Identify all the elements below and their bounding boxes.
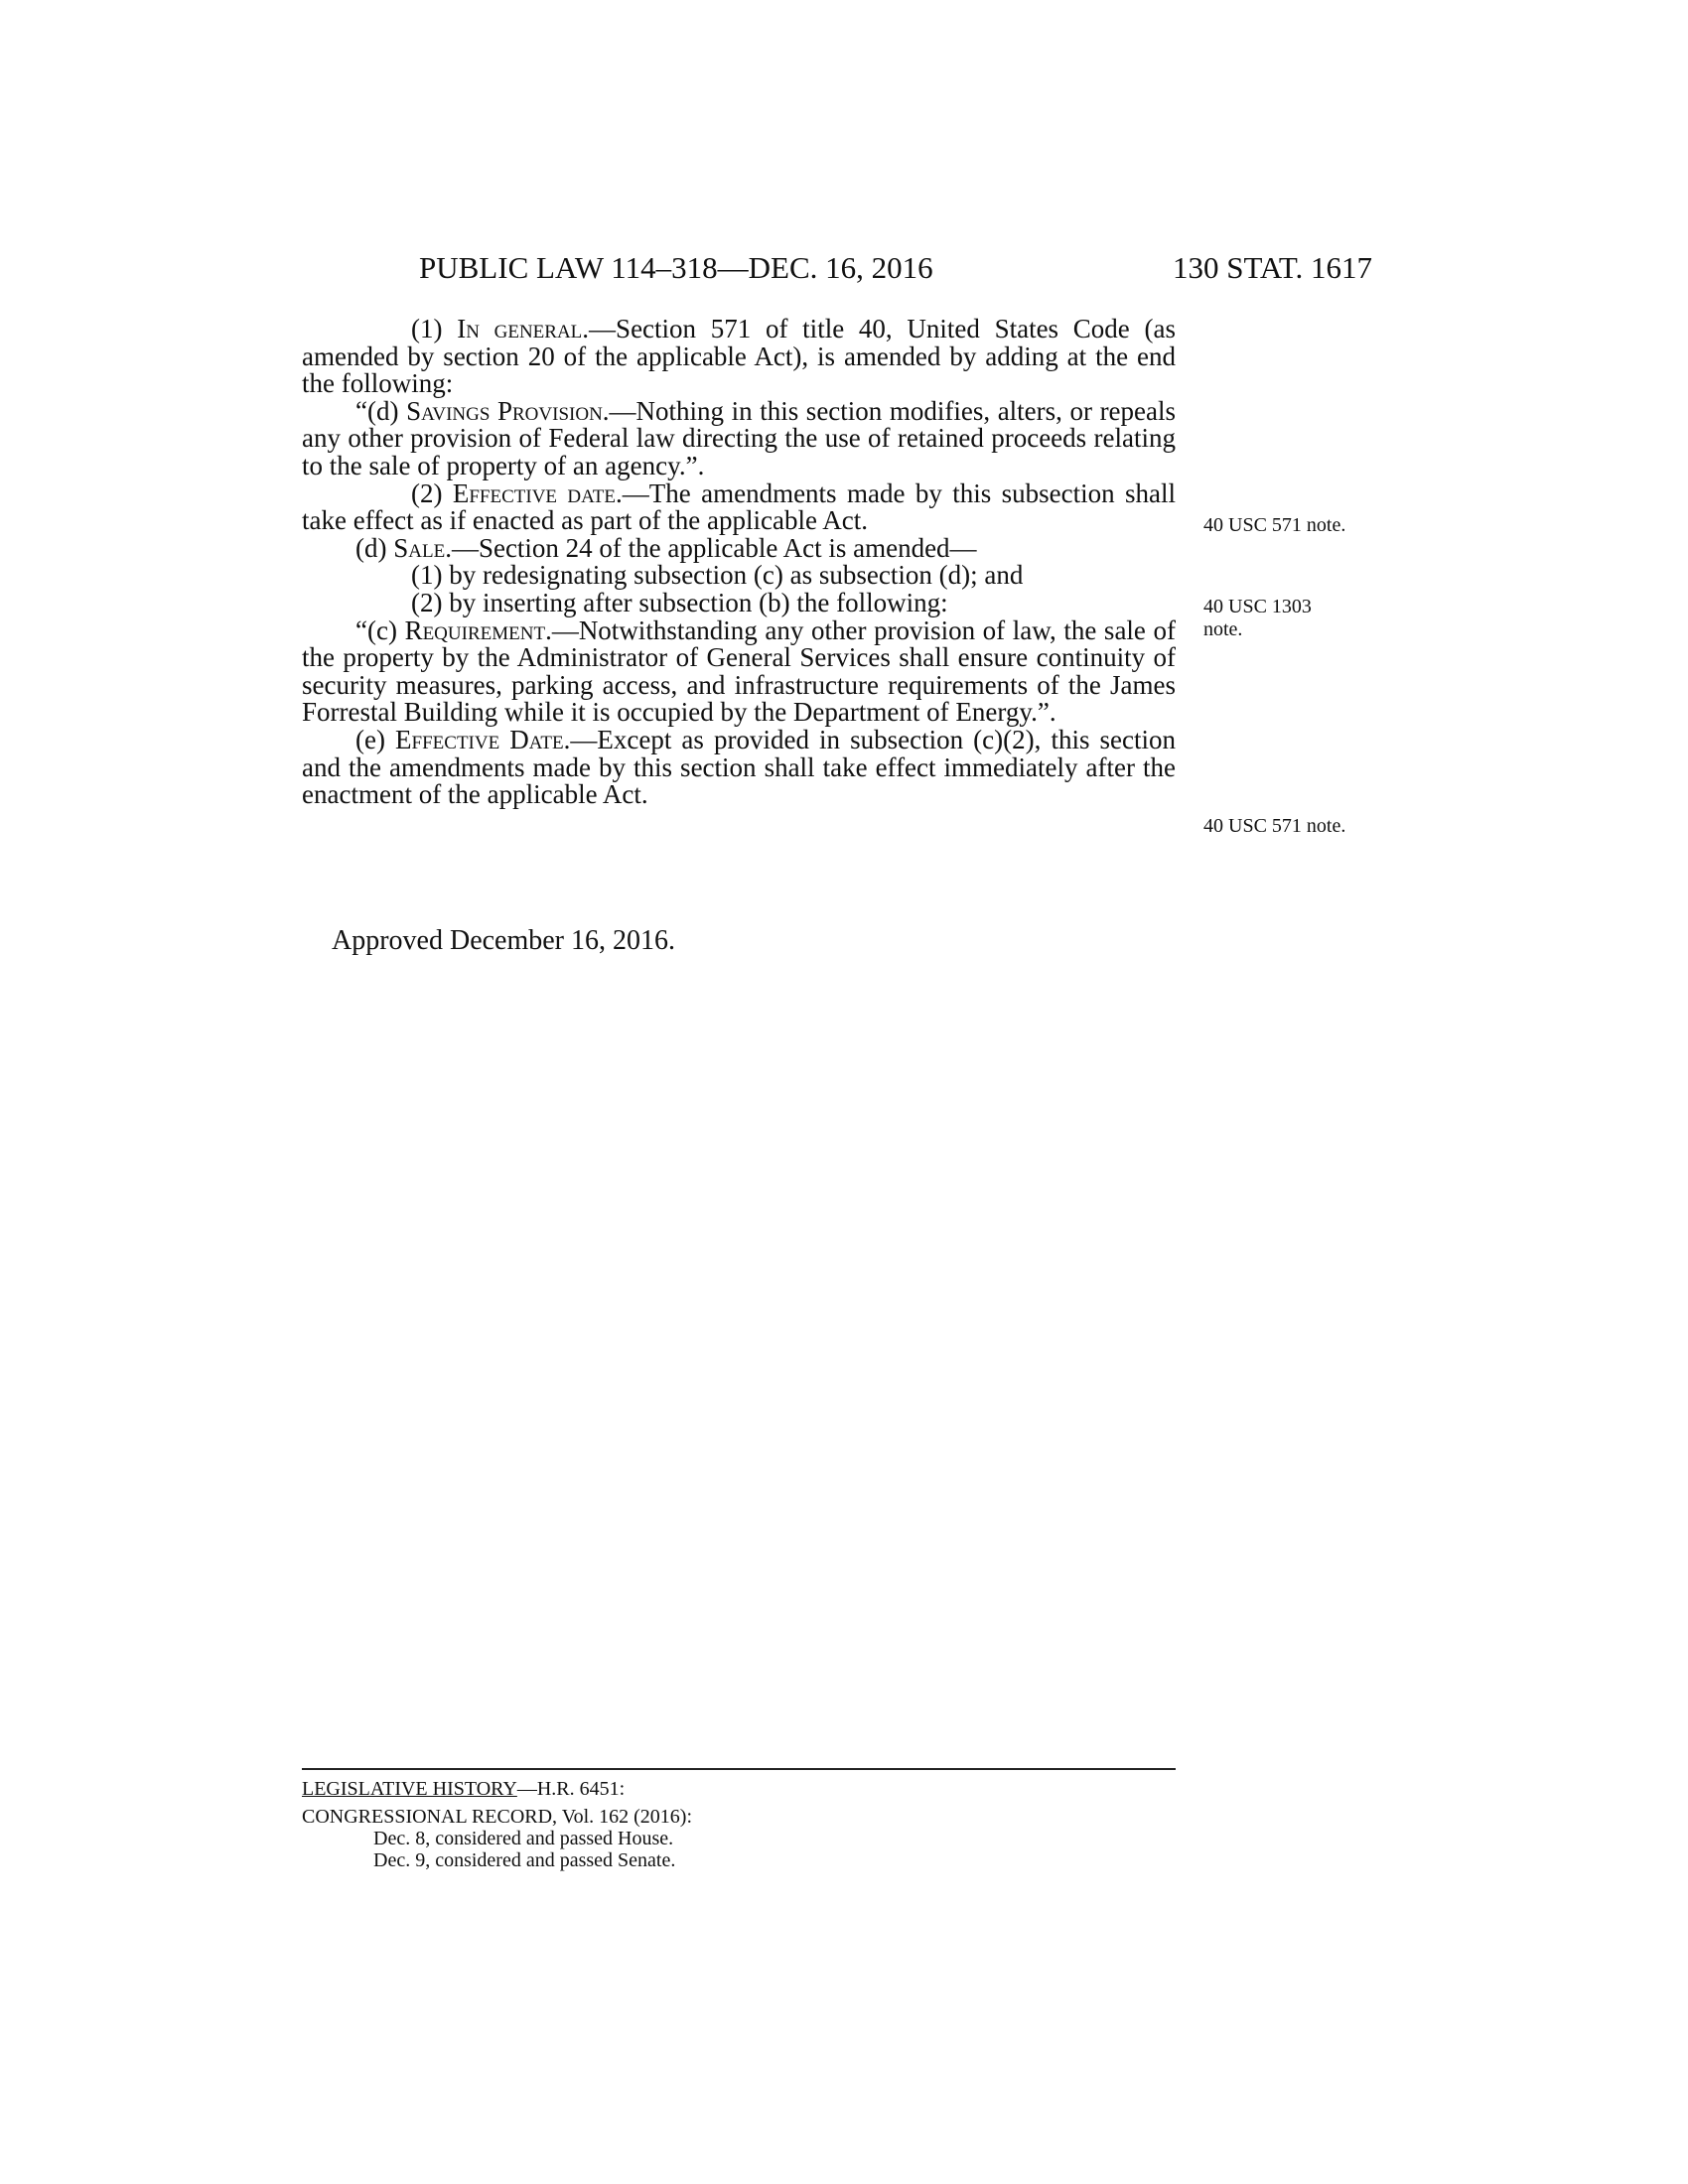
legislative-history-heading: LEGISLATIVE HISTORY—H.R. 6451:	[302, 1778, 626, 1800]
margin-note-571: 40 USC 571 note.	[1203, 514, 1346, 536]
heading-sale: Sale	[393, 532, 446, 563]
paragraph-c1: (1) In general.—Section 571 of title 40, United States Code (as amended by section 20 of the applicable Act), is amended by adding at the end the following:	[302, 314, 1176, 399]
heading-effective-date: Effective date	[452, 478, 616, 508]
heading-savings-provision: Savings Provision	[406, 395, 603, 426]
margin-note-571-effective: 40 USC 571 note.	[1203, 815, 1346, 837]
approval-date: Approved December 16, 2016.	[332, 925, 676, 956]
paragraph-c2: (2) Effective date.—The amendments made by this subsection shall take effect as if enacted as part of the applicable Act.	[302, 478, 1176, 536]
law-text	[302, 316, 1176, 809]
heading-in-general: In general	[457, 314, 583, 343]
paragraph-savings-provision: “(d) Savings Provision.—Nothing in this section modifies, alters, or repeals any other provision of Federal law directing the use of retained proceeds relating to the sale of property of an agency.”.	[302, 395, 1177, 480]
house-action: Dec. 8, considered and passed House.	[373, 1828, 674, 1849]
congressional-record: CONGRESSIONAL RECORD, Vol. 162 (2016):	[302, 1806, 692, 1828]
paragraph-sale: (d) Sale.—Section 24 of the applicable Act is amended—	[355, 532, 977, 563]
paragraph-sale-2: (2) by inserting after subsection (b) the following:	[411, 587, 948, 617]
senate-action: Dec. 9, considered and passed Senate.	[373, 1849, 676, 1871]
page-title: PUBLIC LAW 114–318—DEC. 16, 2016	[419, 250, 933, 285]
paragraph-sale-1: (1) by redesignating subsection (c) as subsection (d); and	[411, 560, 1024, 591]
paragraph-requirement: “(c) Requirement.—Notwithstanding any other provision of law, the sale of the property by the Administrator of General Services shall ensure continuity of security measures, parking access, and infrastructure requirements of the James Forrestal Building while it is occupied by the Department of Energy.”.	[302, 614, 1177, 728]
statute-page-number: 130 STAT. 1617	[1172, 250, 1372, 285]
margin-note-1303: 40 USC 1303 note.	[1203, 596, 1312, 640]
running-header	[302, 248, 1372, 288]
heading-effective-date-e: Effective Date	[395, 724, 564, 754]
heading-requirement: Requirement	[404, 614, 546, 645]
legislative-history	[302, 1768, 1176, 1871]
paragraph-effective-date: (e) Effective Date.—Except as provided in subsection (c)(2), this section and the amendments made by this section shall take effect immediately after the enactment of the applicable Act.	[302, 724, 1177, 810]
